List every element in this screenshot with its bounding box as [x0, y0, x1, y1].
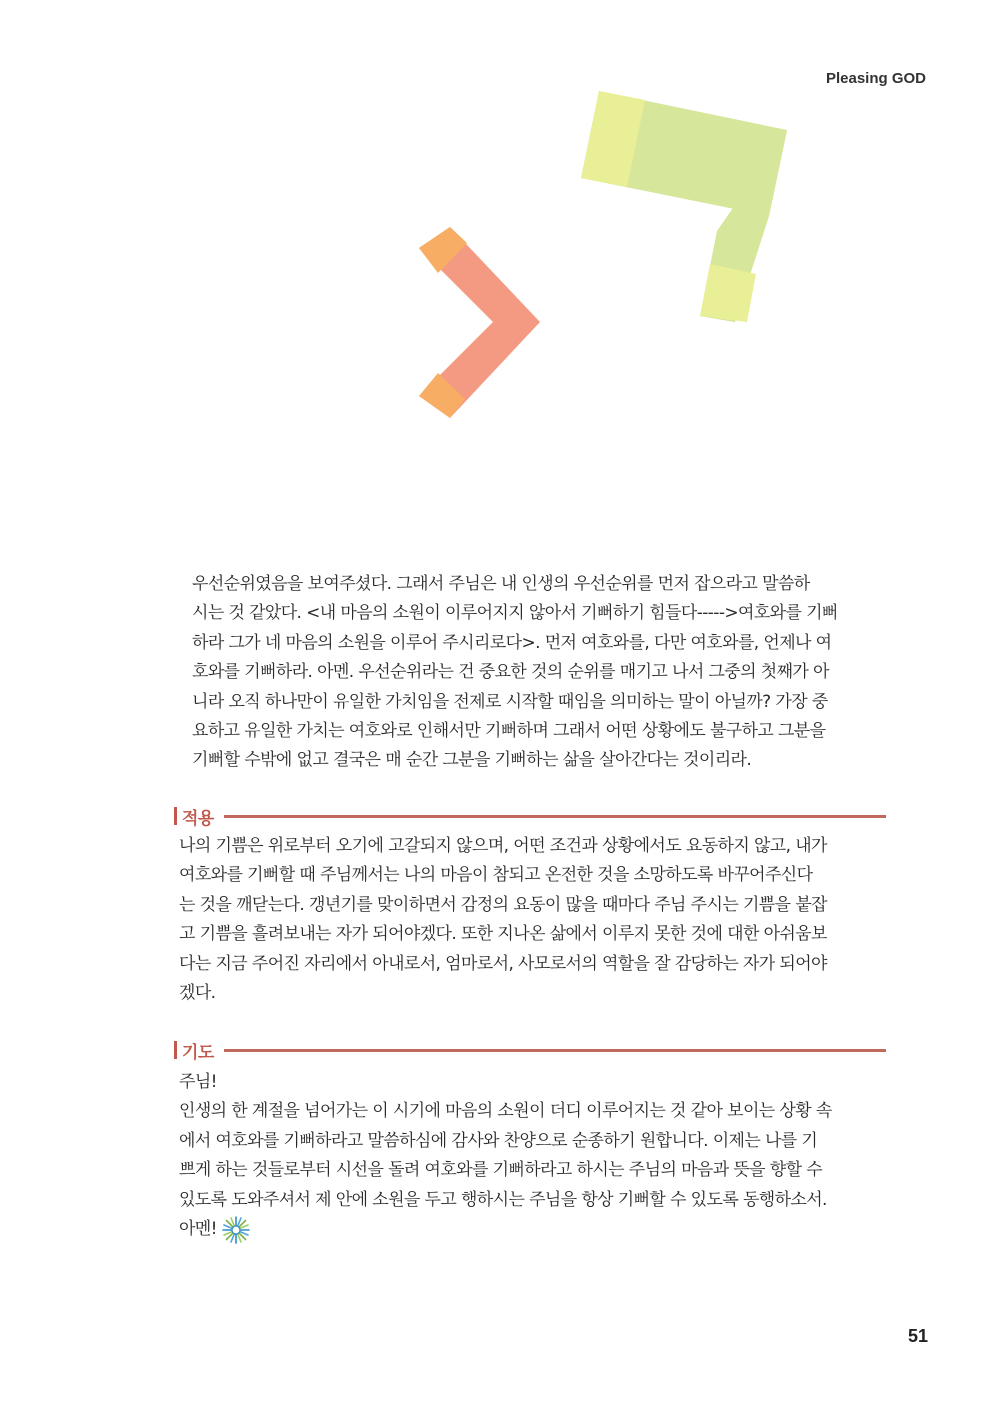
- text-line: 니라 오직 하나만이 유일한 가치임을 전제로 시작할 때임을 의미하는 말이 아닐까? 가장 중: [192, 691, 828, 712]
- text-line: 인생의 한 계절을 넘어가는 이 시기에 마음의 소원이 더디 이루어지는 것 같아 보이는 상황 속: [179, 1101, 832, 1122]
- text-line: 다는 지금 주어진 자리에서 아내로서, 엄마로서, 사모로서의 역할을 잘 감당하는 자가 되어야: [179, 953, 827, 974]
- heading-marker: [174, 807, 177, 825]
- prayer-heading: [174, 1040, 886, 1063]
- bracket-shape: [581, 91, 787, 322]
- chevron-shape: [419, 227, 540, 418]
- text-line: 는 것을 깨닫는다. 갱년기를 맞이하면서 감정의 요동이 많을 때마다 주님 주시는 기쁨을 붙잡: [179, 894, 827, 915]
- text-line: 고 기쁨을 흘려보내는 자가 되어야겠다. 또한 지나온 삶에서 이루지 못한 것에 대한 아쉬움보: [179, 924, 827, 945]
- text-line: 호와를 기뻐하라. 아멘. 우선순위라는 건 중요한 것의 순위를 매기고 나서 그중의 첫째가 아: [192, 662, 829, 683]
- prayer-title: 기도: [182, 1042, 214, 1063]
- text-line: 겠다.: [179, 983, 216, 1004]
- closing-row: [179, 1215, 891, 1245]
- application-title: 적용: [182, 808, 214, 829]
- page-number: 51: [907, 1326, 928, 1346]
- sparkle-icon: [221, 1215, 251, 1245]
- text-line: 시는 것 같았다. <내 마음의 소원이 이루어지지 않아서 기뻐하기 힘들다----->여호와를 기뻐: [192, 603, 838, 624]
- text-line: 우선순위였음을 보여주셨다. 그래서 주님은 내 인생의 우선순위를 먼저 잡으라고 말씀하: [192, 574, 810, 594]
- text-line: 주님!: [179, 1072, 217, 1092]
- text-line: 에서 여호와를 기뻐하라고 말씀하심에 감사와 찬양으로 순종하기 원합니다. 이제는 나를 기: [179, 1130, 818, 1151]
- text-line: 나의 기쁨은 위로부터 오기에 고갈되지 않으며, 어떤 조건과 상황에서도 요동하지 않고, 내가: [179, 836, 827, 856]
- text-line: 기뻐할 수밖에 없고 결국은 매 순간 그분을 기뻐하는 삶을 살아간다는 것이리라.: [192, 750, 752, 771]
- heading-marker: [174, 1041, 177, 1059]
- heading-rule: [224, 1049, 886, 1052]
- intro-paragraph: [192, 570, 892, 776]
- text-line: 요하고 유일한 가치는 여호와로 인해서만 기뻐하며 그래서 어떤 상황에도 불구하고 그분을: [192, 721, 826, 742]
- text-line: 하라 그가 네 마음의 소원을 이루어 주시리로다>. 먼저 여호와를, 다만 여호와를, 언제나 여: [192, 632, 832, 653]
- closing-text: 아멘!: [179, 1219, 217, 1240]
- decorative-shapes: [0, 0, 1002, 560]
- text-line: 있도록 도와주셔서 제 안에 소원을 두고 행하시는 주님을 항상 기뻐할 수 있도록 동행하소서.: [179, 1189, 827, 1210]
- text-line: 쁘게 하는 것들로부터 시선을 돌려 여호와를 기뻐하라고 하시는 주님의 마음과 뜻을 향할 수: [179, 1160, 823, 1181]
- application-heading: [174, 806, 886, 829]
- prayer-body: [179, 1068, 891, 1245]
- application-body: [179, 832, 891, 1008]
- text-line: 여호와를 기뻐할 때 주님께서는 나의 마음이 참되고 온전한 것을 소망하도록 바꾸어주신다: [179, 865, 813, 886]
- series-title: Pleasing GOD: [825, 70, 926, 87]
- heading-rule: [224, 815, 886, 818]
